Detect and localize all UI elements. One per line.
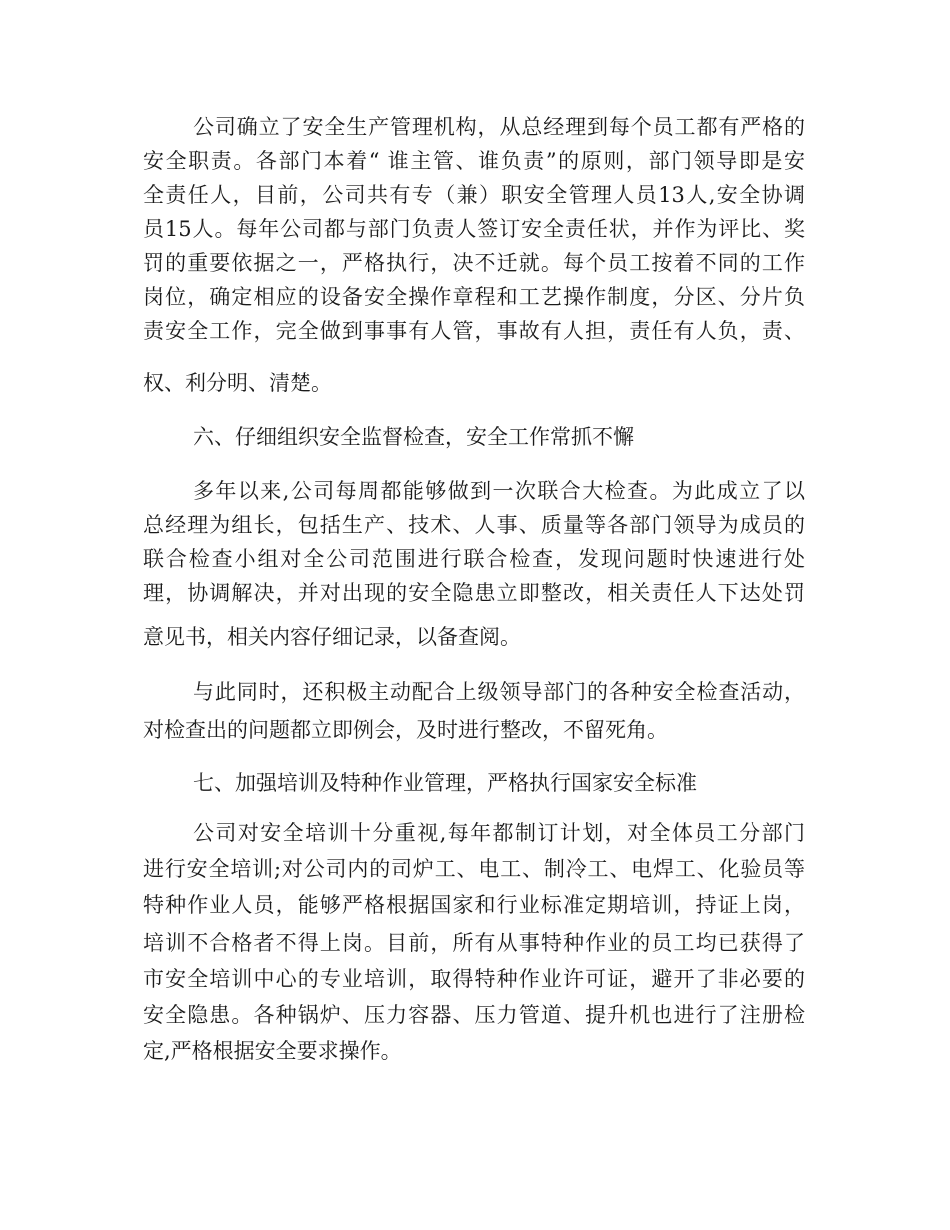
text-line: 定,严格根据安全要求操作。 bbox=[143, 1039, 402, 1063]
text-line: 总经理为组长，包括生产、技术、人事、质量等各部门领导为成员的 bbox=[143, 513, 805, 537]
text-line: 多年以来,公司每周都能够做到一次联合大检查。为此成立了以 bbox=[193, 479, 805, 503]
text-line: 市安全培训中心的专业培训，取得特种作业许可证，避开了非必要的 bbox=[143, 967, 805, 991]
text-line: 培训不合格者不得上岗。目前，所有从事特种作业的员工均已获得了 bbox=[143, 931, 805, 955]
text-line: 责安全工作，完全做到事事有人管，事故有人担，责任有人负，责、 bbox=[143, 319, 805, 343]
text-line: 与此同时，还积极主动配合上级领导部门的各种安全检查活动， bbox=[193, 680, 805, 704]
text-line: 对检查出的问题都立即例会，及时进行整改，不留死角。 bbox=[143, 718, 668, 742]
text-line: 权、利分明、清楚。 bbox=[143, 371, 332, 395]
text-line: 联合检查小组对全公司范围进行联合检查，发现问题时快速进行处 bbox=[143, 547, 805, 571]
text-line: 意见书，相关内容仔细记录，以备查阅。 bbox=[143, 625, 521, 649]
text-line: 六、仔细组织安全监督检查，安全工作常抓不懈 bbox=[193, 425, 634, 449]
text-line: 理，协调解决，并对出现的安全隐患立即整改，相关责任人下达处罚 bbox=[143, 581, 805, 605]
text-line: 员15人。每年公司都与部门负责人签订安全责任状，并作为评比、奖 bbox=[143, 217, 805, 241]
text-line: 公司确立了安全生产管理机构，从总经理到每个员工都有严格的 bbox=[193, 115, 805, 139]
text-line: 安全隐患。各种锅炉、压力容器、压力管道、提升机也进行了注册检 bbox=[143, 1003, 805, 1027]
text-line: 七、加强培训及特种作业管理，严格执行国家安全标准 bbox=[193, 771, 697, 795]
text-line: 岗位，确定相应的设备安全操作章程和工艺操作制度，分区、分片负 bbox=[143, 285, 805, 309]
text-line: 罚的重要依据之一，严格执行，决不迁就。每个员工按着不同的工作 bbox=[143, 251, 805, 275]
text-line: 公司对安全培训十分重视,每年都制订计划，对全体员工分部门 bbox=[193, 821, 805, 845]
text-line: 进行安全培训;对公司内的司炉工、电工、制冷工、电焊工、化验员等 bbox=[143, 857, 805, 881]
text-line: 特种作业人员，能够严格根据国家和行业标准定期培训，持证上岗， bbox=[143, 893, 805, 917]
text-line: 安全职责。各部门本着“ 谁主管、谁负责”的原则，部门领导即是安 bbox=[143, 149, 805, 173]
text-line: 全责任人，目前，公司共有专（兼）职安全管理人员13人,安全协调 bbox=[143, 183, 805, 207]
